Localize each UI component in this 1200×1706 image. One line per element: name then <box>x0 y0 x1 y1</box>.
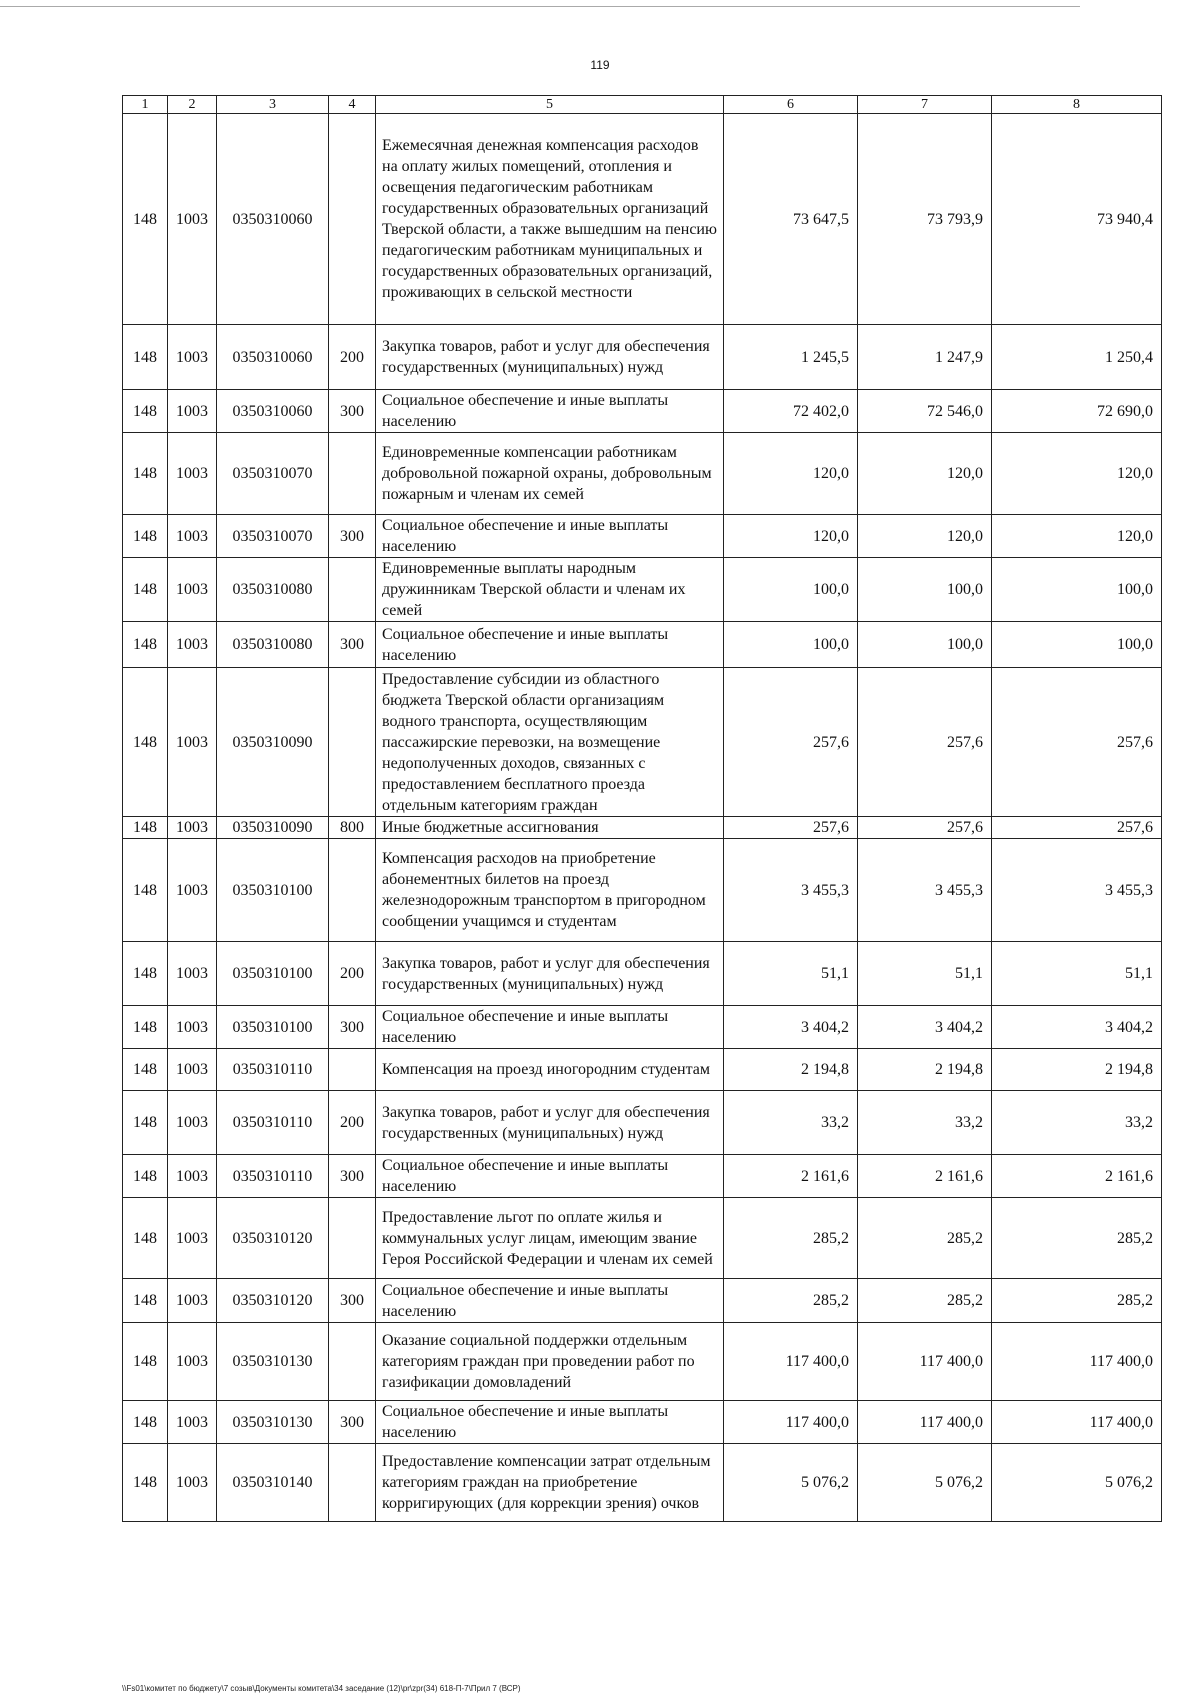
cell-amount-year2: 51,1 <box>858 942 992 1006</box>
cell-amount-year2: 285,2 <box>858 1198 992 1279</box>
cell-target-article: 0350310060 <box>217 114 329 325</box>
cell-amount-year2: 1 247,9 <box>858 325 992 390</box>
cell-amount-year2: 73 793,9 <box>858 114 992 325</box>
header-cell: 4 <box>329 96 376 114</box>
table-row <box>123 1323 1162 1401</box>
table-row <box>123 1279 1162 1323</box>
cell-amount-year3: 285,2 <box>992 1279 1162 1323</box>
cell-amount-year3: 257,6 <box>992 817 1162 839</box>
cell-description: Социальное обеспечение и иные выплаты населению <box>376 1155 724 1198</box>
table-row <box>123 390 1162 433</box>
cell-ministry-code: 148 <box>123 1323 168 1401</box>
table-row <box>123 1091 1162 1155</box>
cell-expense-type: 200 <box>329 325 376 390</box>
cell-target-article: 0350310100 <box>217 942 329 1006</box>
cell-description: Компенсация на проезд иногородним студентам <box>376 1049 724 1091</box>
cell-amount-year1: 257,6 <box>724 817 858 839</box>
cell-amount-year1: 33,2 <box>724 1091 858 1155</box>
cell-section-code: 1003 <box>168 1444 217 1522</box>
cell-target-article: 0350310110 <box>217 1155 329 1198</box>
cell-ministry-code: 148 <box>123 515 168 558</box>
cell-amount-year3: 117 400,0 <box>992 1401 1162 1444</box>
cell-amount-year3: 285,2 <box>992 1198 1162 1279</box>
cell-amount-year3: 2 194,8 <box>992 1049 1162 1091</box>
table-row <box>123 839 1162 942</box>
cell-target-article: 0350310070 <box>217 433 329 515</box>
cell-amount-year3: 120,0 <box>992 515 1162 558</box>
cell-ministry-code: 148 <box>123 558 168 622</box>
cell-section-code: 1003 <box>168 558 217 622</box>
cell-amount-year3: 3 455,3 <box>992 839 1162 942</box>
cell-amount-year2: 257,6 <box>858 668 992 817</box>
cell-amount-year1: 72 402,0 <box>724 390 858 433</box>
cell-description: Социальное обеспечение и иные выплаты населению <box>376 1279 724 1323</box>
header-cell: 2 <box>168 96 217 114</box>
cell-target-article: 0350310100 <box>217 1006 329 1049</box>
scan-top-rule <box>0 6 1080 7</box>
cell-amount-year3: 51,1 <box>992 942 1162 1006</box>
cell-expense-type <box>329 558 376 622</box>
cell-target-article: 0350310130 <box>217 1401 329 1444</box>
cell-target-article: 0350310110 <box>217 1091 329 1155</box>
table-row <box>123 433 1162 515</box>
cell-amount-year1: 117 400,0 <box>724 1401 858 1444</box>
cell-ministry-code: 148 <box>123 1006 168 1049</box>
cell-description: Ежемесячная денежная компенсация расходов на оплату жилых помещений, отопления и освещения педагогическим работникам государственных образовательных организаций Тверской области, а также вышедшим на пенсию педагогическим работникам муниципальных и государственных образовательных организаций, проживающих в сельской местности <box>376 114 724 325</box>
cell-amount-year1: 2 161,6 <box>724 1155 858 1198</box>
cell-ministry-code: 148 <box>123 942 168 1006</box>
header-cell: 3 <box>217 96 329 114</box>
cell-amount-year2: 117 400,0 <box>858 1401 992 1444</box>
cell-amount-year1: 285,2 <box>724 1198 858 1279</box>
cell-section-code: 1003 <box>168 1091 217 1155</box>
cell-expense-type: 300 <box>329 622 376 668</box>
cell-amount-year2: 100,0 <box>858 558 992 622</box>
cell-amount-year2: 5 076,2 <box>858 1444 992 1522</box>
cell-amount-year1: 51,1 <box>724 942 858 1006</box>
cell-section-code: 1003 <box>168 390 217 433</box>
cell-description: Социальное обеспечение и иные выплаты населению <box>376 515 724 558</box>
cell-section-code: 1003 <box>168 622 217 668</box>
table-row <box>123 1049 1162 1091</box>
cell-amount-year2: 2 161,6 <box>858 1155 992 1198</box>
cell-amount-year3: 117 400,0 <box>992 1323 1162 1401</box>
cell-description: Оказание социальной поддержки отдельным категориям граждан при проведении работ по газификации домовладений <box>376 1323 724 1401</box>
cell-amount-year1: 120,0 <box>724 433 858 515</box>
cell-section-code: 1003 <box>168 668 217 817</box>
cell-section-code: 1003 <box>168 1049 217 1091</box>
cell-amount-year1: 3 404,2 <box>724 1006 858 1049</box>
cell-expense-type: 300 <box>329 515 376 558</box>
table-row <box>123 668 1162 817</box>
cell-expense-type <box>329 1444 376 1522</box>
cell-amount-year3: 3 404,2 <box>992 1006 1162 1049</box>
cell-ministry-code: 148 <box>123 1401 168 1444</box>
cell-amount-year2: 120,0 <box>858 433 992 515</box>
cell-section-code: 1003 <box>168 1279 217 1323</box>
budget-table <box>122 95 1162 1522</box>
cell-target-article: 0350310100 <box>217 839 329 942</box>
cell-expense-type: 300 <box>329 390 376 433</box>
cell-amount-year1: 100,0 <box>724 622 858 668</box>
cell-section-code: 1003 <box>168 942 217 1006</box>
cell-amount-year3: 120,0 <box>992 433 1162 515</box>
cell-description: Социальное обеспечение и иные выплаты населению <box>376 622 724 668</box>
cell-amount-year1: 3 455,3 <box>724 839 858 942</box>
cell-section-code: 1003 <box>168 1006 217 1049</box>
cell-amount-year1: 117 400,0 <box>724 1323 858 1401</box>
cell-section-code: 1003 <box>168 433 217 515</box>
cell-target-article: 0350310090 <box>217 817 329 839</box>
cell-target-article: 0350310080 <box>217 622 329 668</box>
table-row <box>123 325 1162 390</box>
cell-ministry-code: 148 <box>123 325 168 390</box>
cell-amount-year1: 2 194,8 <box>724 1049 858 1091</box>
table-row <box>123 622 1162 668</box>
cell-target-article: 0350310110 <box>217 1049 329 1091</box>
cell-expense-type <box>329 114 376 325</box>
cell-expense-type: 300 <box>329 1279 376 1323</box>
cell-amount-year3: 73 940,4 <box>992 114 1162 325</box>
cell-amount-year3: 100,0 <box>992 558 1162 622</box>
cell-description: Предоставление льгот по оплате жилья и коммунальных услуг лицам, имеющим звание Героя Российской Федерации и членам их семей <box>376 1198 724 1279</box>
table-row <box>123 1444 1162 1522</box>
cell-section-code: 1003 <box>168 1401 217 1444</box>
cell-amount-year3: 100,0 <box>992 622 1162 668</box>
cell-target-article: 0350310140 <box>217 1444 329 1522</box>
cell-ministry-code: 148 <box>123 622 168 668</box>
cell-amount-year3: 1 250,4 <box>992 325 1162 390</box>
cell-section-code: 1003 <box>168 325 217 390</box>
table-row <box>123 817 1162 839</box>
table-row <box>123 515 1162 558</box>
cell-description: Предоставление компенсации затрат отдельным категориям граждан на приобретение корригирующих (для коррекции зрения) очков <box>376 1444 724 1522</box>
cell-expense-type: 800 <box>329 817 376 839</box>
cell-target-article: 0350310080 <box>217 558 329 622</box>
footer-file-path: \\Fs01\комитет по бюджету\7 созыв\Документы комитета\34 заседание (12)\pr\zpr(34) 618-П-7\Прил 7 (ВСР) <box>122 1684 521 1693</box>
cell-ministry-code: 148 <box>123 1198 168 1279</box>
cell-expense-type: 200 <box>329 1091 376 1155</box>
cell-target-article: 0350310060 <box>217 390 329 433</box>
table-row <box>123 558 1162 622</box>
cell-amount-year2: 117 400,0 <box>858 1323 992 1401</box>
table-row <box>123 1155 1162 1198</box>
cell-section-code: 1003 <box>168 515 217 558</box>
cell-description: Социальное обеспечение и иные выплаты населению <box>376 1401 724 1444</box>
cell-description: Социальное обеспечение и иные выплаты населению <box>376 1006 724 1049</box>
cell-target-article: 0350310070 <box>217 515 329 558</box>
cell-expense-type: 200 <box>329 942 376 1006</box>
header-cell: 6 <box>724 96 858 114</box>
header-cell: 1 <box>123 96 168 114</box>
cell-section-code: 1003 <box>168 114 217 325</box>
header-cell: 5 <box>376 96 724 114</box>
cell-amount-year3: 5 076,2 <box>992 1444 1162 1522</box>
cell-expense-type: 300 <box>329 1155 376 1198</box>
cell-amount-year2: 2 194,8 <box>858 1049 992 1091</box>
cell-amount-year1: 5 076,2 <box>724 1444 858 1522</box>
cell-ministry-code: 148 <box>123 817 168 839</box>
cell-ministry-code: 148 <box>123 433 168 515</box>
table-row <box>123 1401 1162 1444</box>
cell-ministry-code: 148 <box>123 1444 168 1522</box>
cell-expense-type <box>329 1198 376 1279</box>
cell-expense-type <box>329 1323 376 1401</box>
cell-amount-year1: 120,0 <box>724 515 858 558</box>
cell-ministry-code: 148 <box>123 1155 168 1198</box>
cell-amount-year3: 33,2 <box>992 1091 1162 1155</box>
cell-ministry-code: 148 <box>123 668 168 817</box>
cell-expense-type: 300 <box>329 1401 376 1444</box>
cell-amount-year1: 285,2 <box>724 1279 858 1323</box>
cell-expense-type <box>329 1049 376 1091</box>
cell-description: Социальное обеспечение и иные выплаты населению <box>376 390 724 433</box>
cell-expense-type <box>329 433 376 515</box>
budget-table-body <box>123 96 1162 1522</box>
cell-ministry-code: 148 <box>123 839 168 942</box>
cell-description: Иные бюджетные ассигнования <box>376 817 724 839</box>
cell-section-code: 1003 <box>168 817 217 839</box>
cell-amount-year3: 72 690,0 <box>992 390 1162 433</box>
table-row <box>123 1198 1162 1279</box>
cell-target-article: 0350310130 <box>217 1323 329 1401</box>
cell-ministry-code: 148 <box>123 1091 168 1155</box>
cell-amount-year2: 100,0 <box>858 622 992 668</box>
cell-expense-type <box>329 668 376 817</box>
table-row <box>123 114 1162 325</box>
cell-ministry-code: 148 <box>123 1049 168 1091</box>
cell-target-article: 0350310090 <box>217 668 329 817</box>
cell-ministry-code: 148 <box>123 390 168 433</box>
cell-description: Предоставление субсидии из областного бюджета Тверской области организациям водного транспорта, осуществляющим пассажирские перевозки, на возмещение недополученных доходов, связанных с предоставлением бесплатного проезда отдельным категориям граждан <box>376 668 724 817</box>
cell-amount-year2: 72 546,0 <box>858 390 992 433</box>
cell-section-code: 1003 <box>168 1155 217 1198</box>
table-header-row <box>123 96 1162 114</box>
cell-amount-year1: 73 647,5 <box>724 114 858 325</box>
cell-target-article: 0350310060 <box>217 325 329 390</box>
cell-amount-year2: 120,0 <box>858 515 992 558</box>
cell-description: Компенсация расходов на приобретение абонементных билетов на проезд железнодорожным транспортом в пригородном сообщении учащимся и студентам <box>376 839 724 942</box>
cell-amount-year2: 3 455,3 <box>858 839 992 942</box>
cell-amount-year2: 285,2 <box>858 1279 992 1323</box>
cell-expense-type: 300 <box>329 1006 376 1049</box>
cell-description: Единовременные выплаты народным дружинникам Тверской области и членам их семей <box>376 558 724 622</box>
table-row <box>123 1006 1162 1049</box>
cell-target-article: 0350310120 <box>217 1279 329 1323</box>
cell-amount-year1: 100,0 <box>724 558 858 622</box>
cell-description: Закупка товаров, работ и услуг для обеспечения государственных (муниципальных) нужд <box>376 942 724 1006</box>
cell-amount-year3: 2 161,6 <box>992 1155 1162 1198</box>
header-cell: 8 <box>992 96 1162 114</box>
cell-expense-type <box>329 839 376 942</box>
table-row <box>123 942 1162 1006</box>
cell-target-article: 0350310120 <box>217 1198 329 1279</box>
page-number: 119 <box>590 58 610 72</box>
cell-amount-year3: 257,6 <box>992 668 1162 817</box>
header-cell: 7 <box>858 96 992 114</box>
cell-amount-year2: 33,2 <box>858 1091 992 1155</box>
cell-section-code: 1003 <box>168 839 217 942</box>
cell-amount-year1: 1 245,5 <box>724 325 858 390</box>
cell-amount-year1: 257,6 <box>724 668 858 817</box>
cell-ministry-code: 148 <box>123 114 168 325</box>
cell-description: Закупка товаров, работ и услуг для обеспечения государственных (муниципальных) нужд <box>376 325 724 390</box>
cell-description: Закупка товаров, работ и услуг для обеспечения государственных (муниципальных) нужд <box>376 1091 724 1155</box>
cell-section-code: 1003 <box>168 1198 217 1279</box>
cell-amount-year2: 3 404,2 <box>858 1006 992 1049</box>
cell-description: Единовременные компенсации работникам добровольной пожарной охраны, добровольным пожарным и членам их семей <box>376 433 724 515</box>
cell-section-code: 1003 <box>168 1323 217 1401</box>
cell-ministry-code: 148 <box>123 1279 168 1323</box>
cell-amount-year2: 257,6 <box>858 817 992 839</box>
